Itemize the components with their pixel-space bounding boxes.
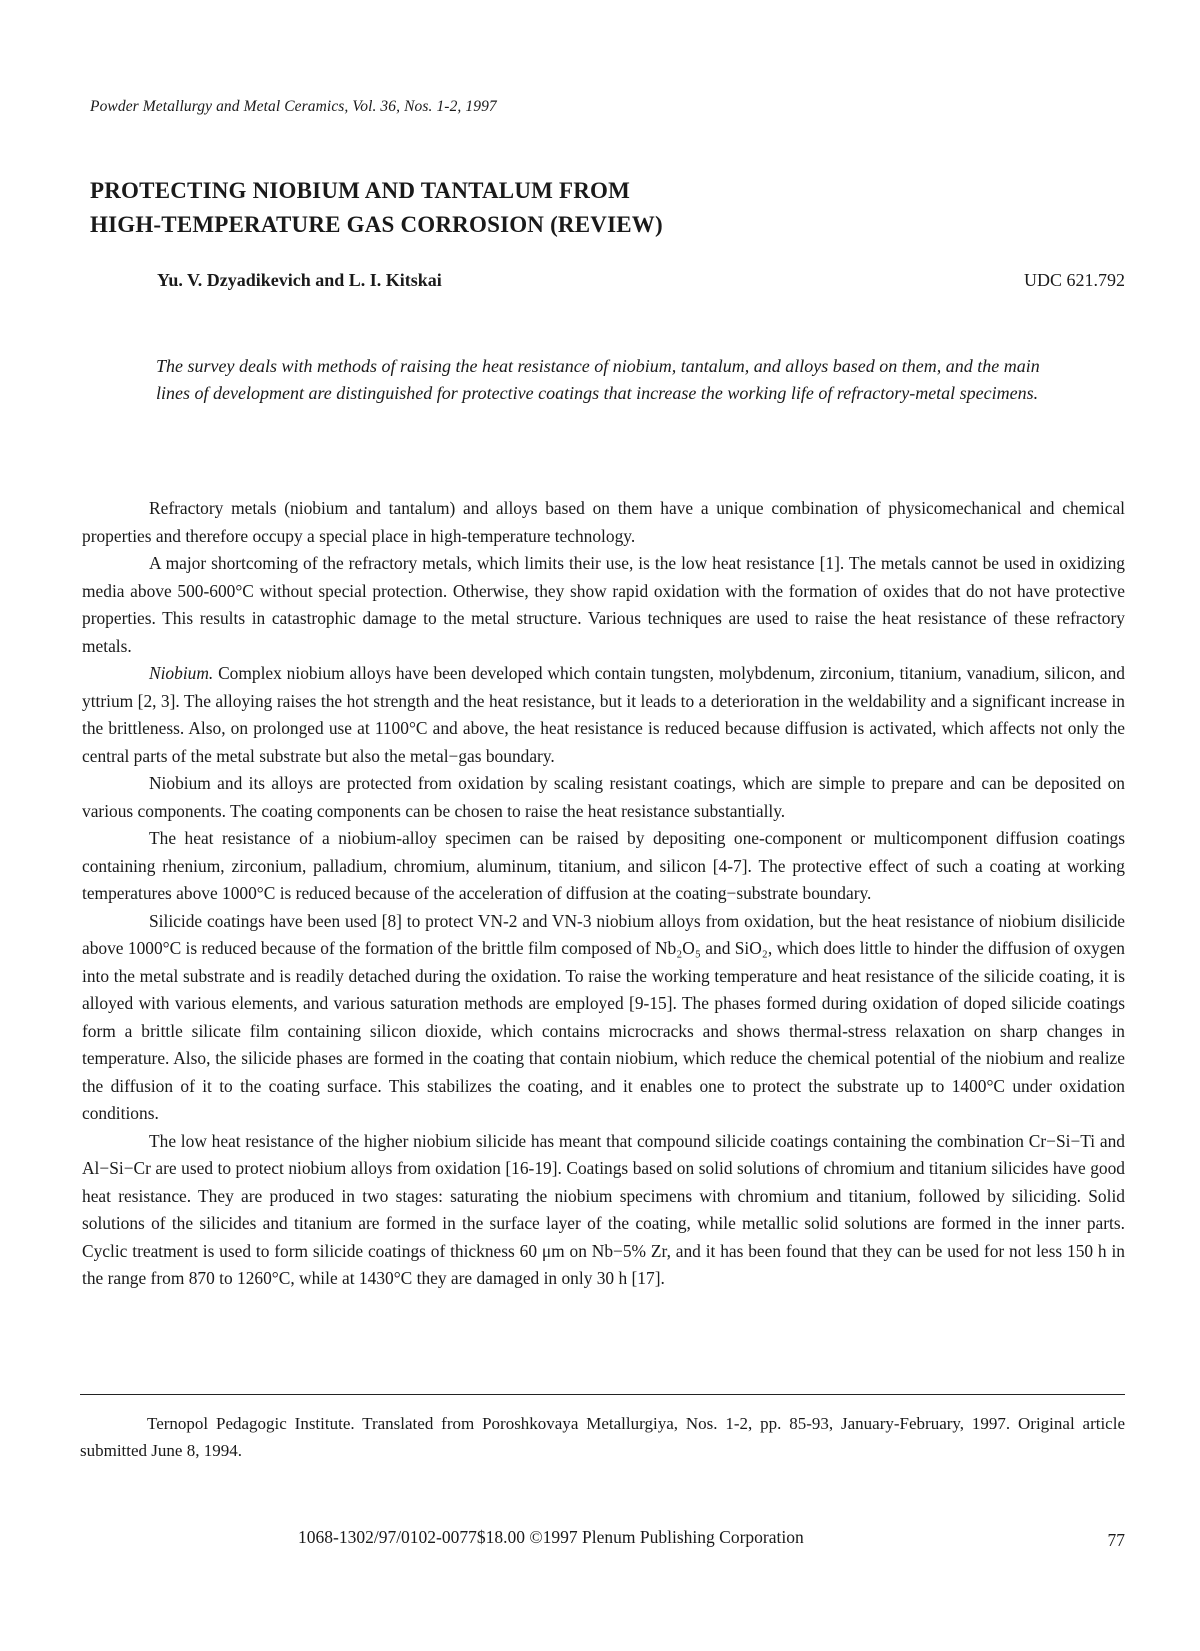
body-paragraph-6: Silicide coatings have been used [8] to protect VN-2 and VN-3 niobium alloys from oxidation, but the heat resistance of niobium disilicide above 1000°C is reduced because of the formation of the brittle film composed of Nb₂O₅ and SiO₂, which does little to hinder the diffusion of oxygen into the metal substrate and is readily detached during the oxidation. To raise the working temperature and heat resistance of the silicide coating, it is alloyed with various elements, and various saturation methods are employed [9-15]. The phases formed during oxidation of doped silicide coatings form a brittle silicate film containing silicon dioxide, which contains microcracks and shows thermal-stress relaxation on sharp changes in temperature. Also, the silicide phases are formed in the coating that contain niobium, which reduce the chemical potential of the niobium and realize the diffusion of it to the coating surface. This stabilizes the coating, and it enables one to protect the substrate up to 1400°C under oxidation conditions.: [82, 910, 1125, 1123]
page-number: 77: [1107, 1530, 1125, 1550]
body-paragraph-7: The low heat resistance of the higher niobium silicide has meant that compound silicide coatings containing the combination Cr−Si−Ti and Al−Si−Cr are used to protect niobium alloys from oxidation [16-19]. Coatings based on solid solutions of chromium and titanium silicides have good heat resistance. They are produced in two stages: saturating the niobium specimens with chromium and titanium, followed by siliciding. Solid solutions of the silicides and titanium are formed in the surface layer of the coating, while metallic solid solutions are formed in the inner parts. Cyclic treatment is used to form silicide coatings of thickness 60 μm on Nb−5% Zr, and it has been found that they can be used for not less 150 h in the range from 870 to 1260°C, while at 1430°C they are damaged in only 30 h [17].: [82, 1130, 1125, 1288]
body-paragraph-5: The heat resistance of a niobium-alloy specimen can be raised by depositing one-component or multicomponent diffusion coatings containing rhenium, zirconium, palladium, chromium, aluminum, titanium, and silicon [4-7]. The protective effect of such a coating at working temperatures above 1000°C is reduced because of the acceleration of diffusion at the coating−substrate boundary.: [82, 828, 1125, 903]
footnote-divider: [80, 1394, 1125, 1395]
body-paragraph-3-text: Complex niobium alloys have been developed which contain tungsten, molybdenum, zirconium, titanium, vanadium, silicon, and yttrium [2, 3]. The alloying raises the hot strength and the heat resistance, but it leads to a deterioration in the weldability and a significant increase in the brittleness. Also, on prolonged use at 1100°C and above, the heat resistance is reduced because diffusion is activated, which affects not only the central parts of the metal substrate but also the metal−gas boundary.: [82, 663, 1125, 766]
article-abstract: The survey deals with methods of raising the heat resistance of niobium, tantalum, and alloys based on them, and the main lines of development are distinguished for protective coatings that increase the working life of refractory-metal specimens.: [156, 356, 1040, 403]
article-authors: Yu. V. Dzyadikevich and L. I. Kitskai: [157, 270, 442, 290]
journal-citation: Powder Metallurgy and Metal Ceramics, Vol. 36, Nos. 1-2, 1997: [90, 98, 497, 115]
body-paragraph-3: [82, 660, 1125, 770]
body-paragraph-2: A major shortcoming of the refractory metals, which limits their use, is the low heat resistance [1]. The metals cannot be used in oxidizing media above 500-600°C without special protection. Otherwise, they show rapid oxidation with the formation of oxides that do not have protective properties. This results in catastrophic damage to the metal structure. Various techniques are used to raise the heat resistance of these refractory metals.: [82, 553, 1125, 656]
article-title-line-1: PROTECTING NIOBIUM AND TANTALUM FROM: [90, 178, 631, 203]
article-body: [82, 495, 1125, 1293]
body-paragraph-1: Refractory metals (niobium and tantalum) and alloys based on them have a unique combination of physicomechanical and chemical properties and therefore occupy a special place in high-temperature technology.: [82, 498, 1125, 546]
footnote: Ternopol Pedagogic Institute. Translated from Poroshkovaya Metallurgiya, Nos. 1-2, pp. 85-93, January-February, 1997. Original article submitted June 8, 1994.: [80, 1414, 1125, 1460]
section-run-in-heading: Niobium.: [149, 663, 214, 683]
udc-code: UDC 621.792: [1023, 270, 1125, 290]
article-title: [90, 174, 663, 242]
body-paragraph-4: Niobium and its alloys are protected from oxidation by scaling resistant coatings, which are simple to prepare and can be deposited on various components. The coating components can be chosen to raise the heat resistance substantially.: [82, 773, 1125, 821]
article-title-line-2: HIGH-TEMPERATURE GAS CORROSION (REVIEW): [90, 212, 663, 237]
copyright-line: 1068-1302/97/0102-0077$18.00 ©1997 Plenum Publishing Corporation: [298, 1527, 804, 1547]
